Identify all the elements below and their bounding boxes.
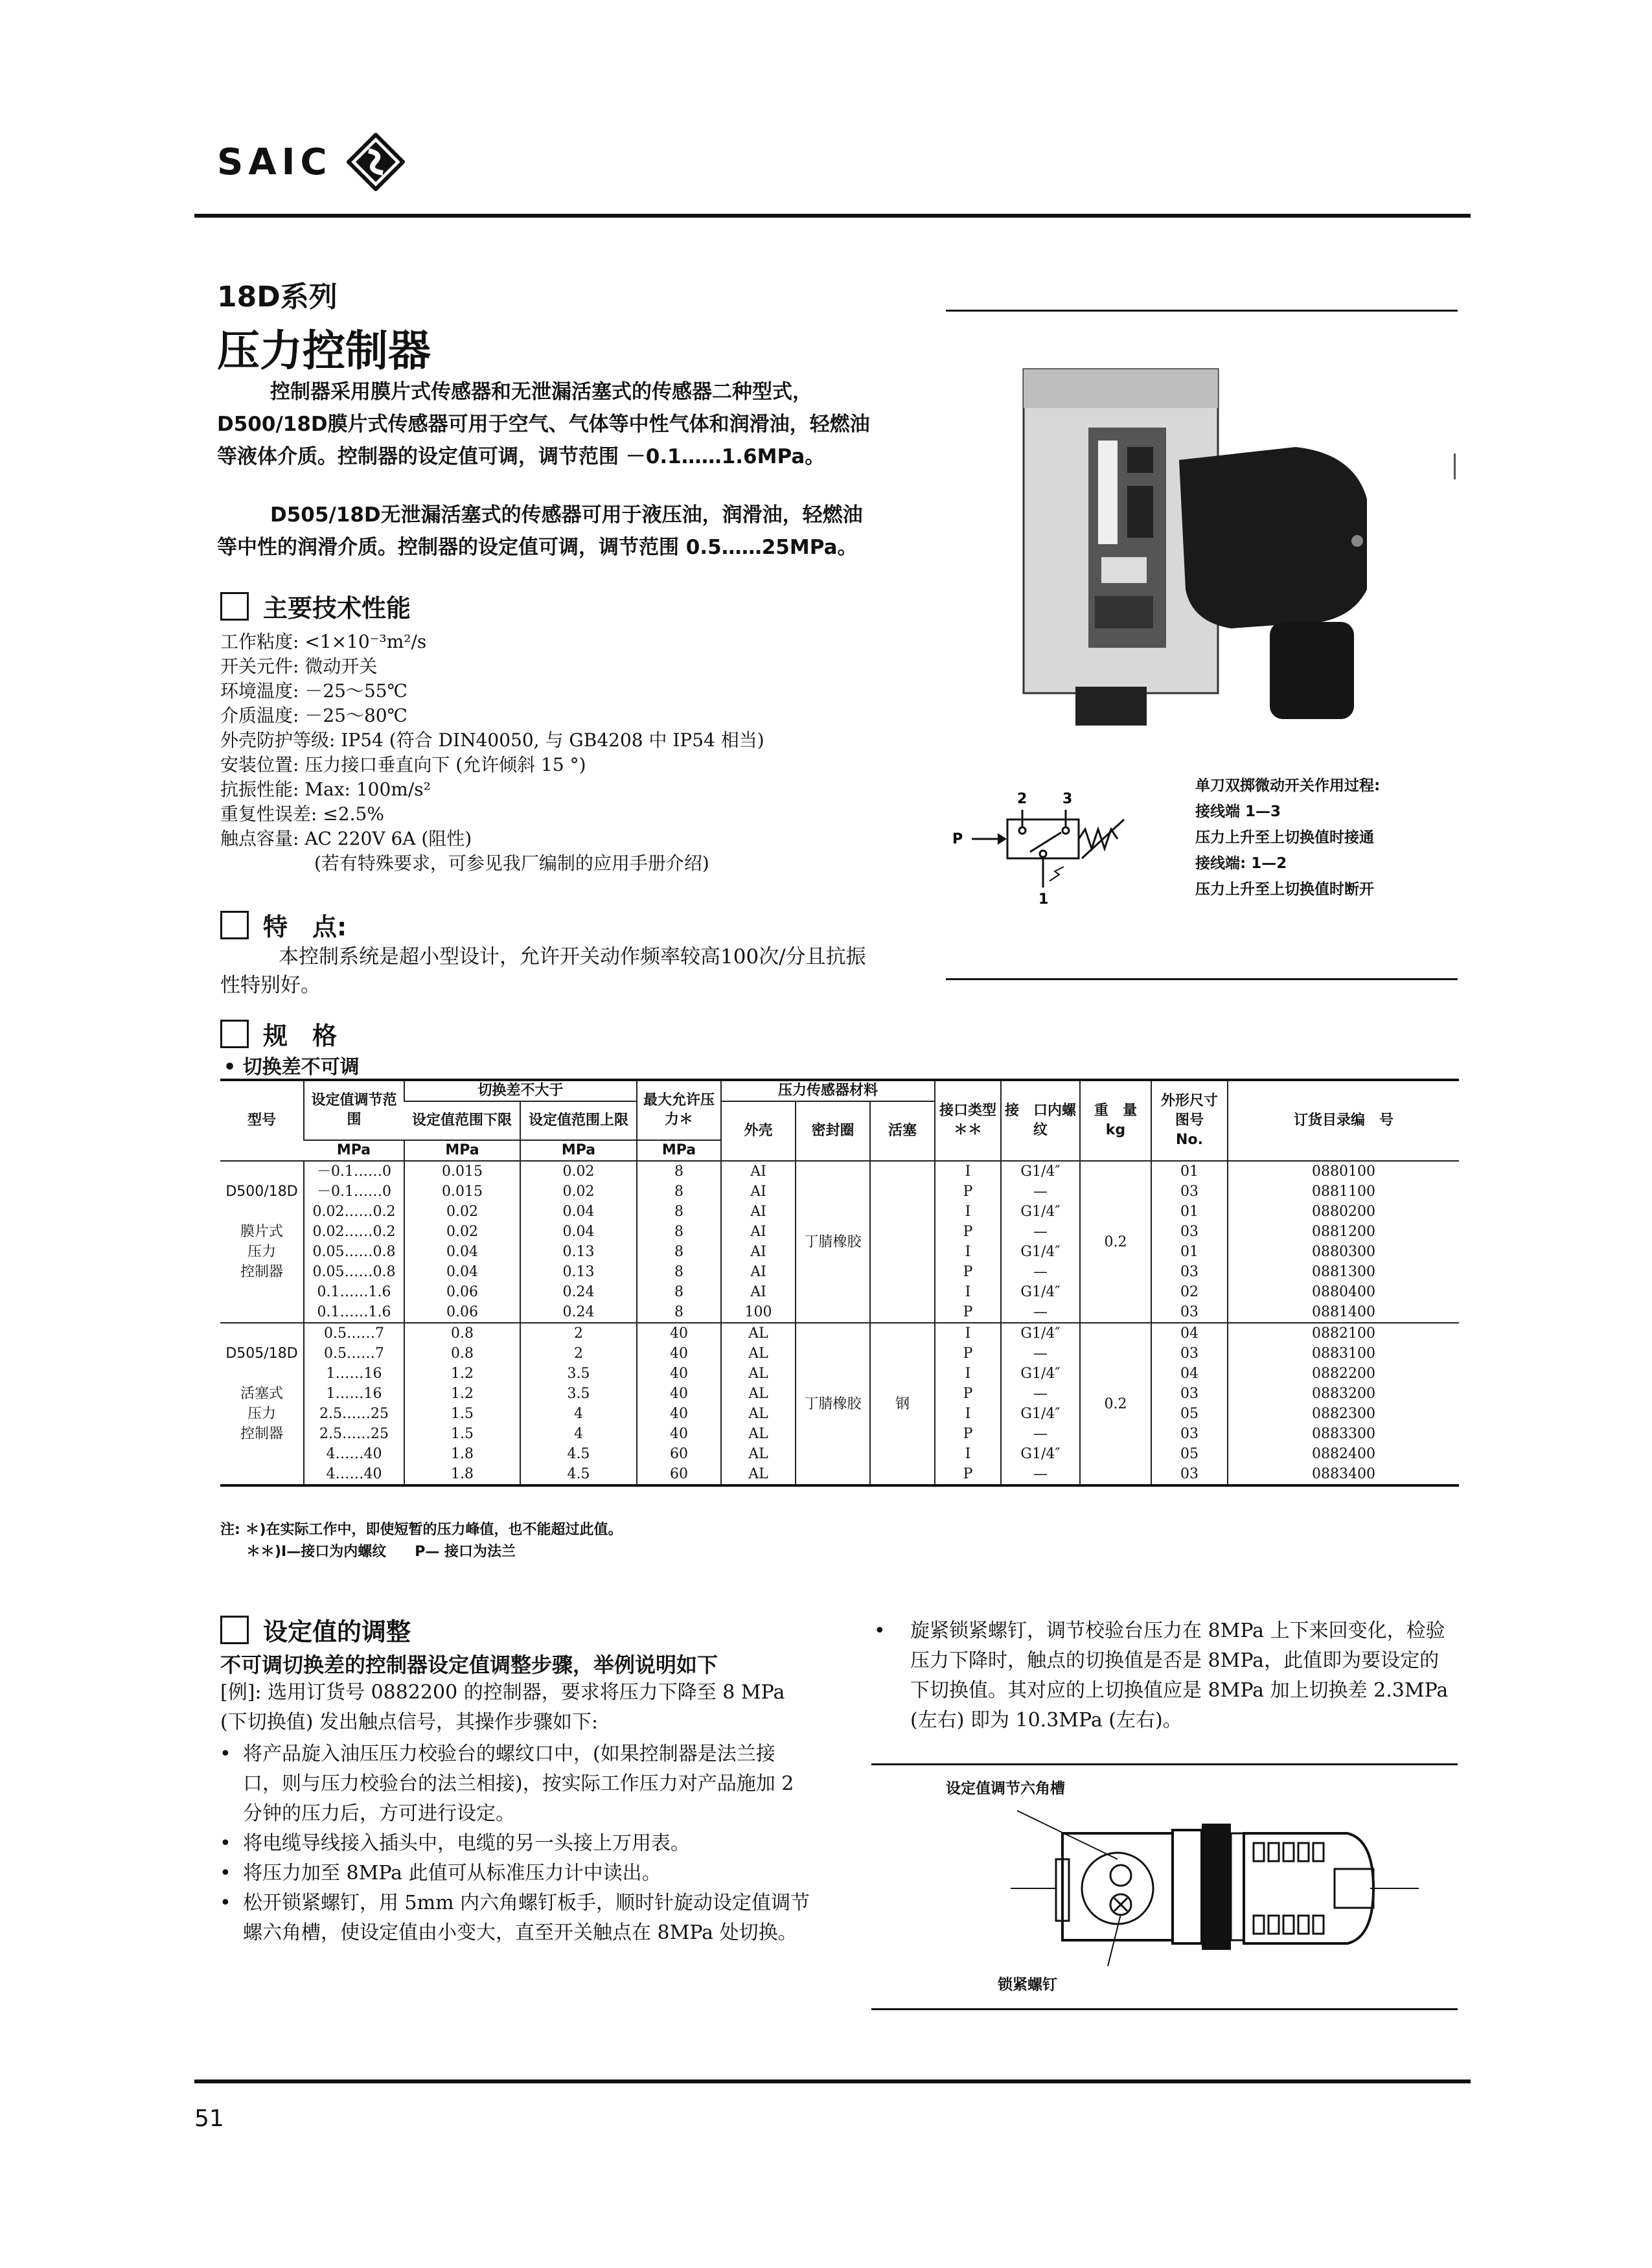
- setting-range-cell: 0.05……0.8: [304, 1242, 404, 1262]
- col-piston: 活塞: [870, 1101, 935, 1161]
- conn-type-cell: I: [935, 1161, 1001, 1182]
- conn-type-cell: I: [935, 1242, 1001, 1262]
- dim-cell: 05: [1151, 1444, 1228, 1464]
- photo-edge-mark: [1454, 453, 1456, 479]
- shell-cell: AL: [721, 1404, 796, 1424]
- col-weight-label: 重 量: [1094, 1103, 1137, 1119]
- piston-cell: [870, 1161, 935, 1323]
- max-pressure-cell: 8: [637, 1182, 721, 1202]
- figure-label-top: 设定值调节六角槽: [946, 1780, 1065, 1797]
- thread-cell: —: [1001, 1464, 1080, 1484]
- setting-range-cell: 4……40: [304, 1444, 404, 1464]
- diff-lower-cell: 1.2: [404, 1384, 520, 1404]
- setting-range-cell: 0.1……1.6: [304, 1302, 404, 1323]
- diff-lower-cell: 1.8: [404, 1444, 520, 1464]
- shell-cell: AL: [721, 1344, 796, 1364]
- dim-cell: 03: [1151, 1262, 1228, 1282]
- conn-type-cell: I: [935, 1282, 1001, 1302]
- max-pressure-cell: 8: [637, 1161, 721, 1182]
- spec-item: 重复性误差: ≤2.5%: [220, 803, 384, 825]
- table-notes: [220, 1519, 623, 1563]
- thread-cell: G1/4″: [1001, 1242, 1080, 1262]
- intro-paragraph-1: 控制器采用膜片式传感器和无泄漏活塞式的传感器二种型式，D500/18D膜片式传感器可用于空气、气体等中性气体和润滑油，轻燃油等液体介质。控制器的设定值可调，调节范围 －0.1……1.6MPa。: [217, 380, 870, 468]
- diff-upper-cell: 4.5: [520, 1464, 637, 1484]
- shell-cell: AL: [721, 1364, 796, 1384]
- shell-cell: AI: [721, 1202, 796, 1222]
- max-pressure-cell: 60: [637, 1464, 721, 1484]
- adjustment-step: • 松开锁紧螺钉，用 5mm 内六角螺钉板手，顺时针旋动设定值调节螺六角槽，使设定值由小变大，直至开关触点在 8MPa 处切换。: [217, 1888, 813, 1948]
- spec-item: 抗振性能: Max: 100m/s²: [220, 779, 431, 800]
- diff-upper-cell: 0.24: [520, 1302, 637, 1323]
- max-pressure-cell: 40: [637, 1424, 721, 1444]
- shell-cell: AI: [721, 1222, 796, 1242]
- switch-note: 单刀双掷微动开关作用过程:: [1195, 777, 1381, 794]
- max-pressure-cell: 40: [637, 1364, 721, 1384]
- dim-cell: 03: [1151, 1384, 1228, 1404]
- setting-range-cell: 2.5……25: [304, 1424, 404, 1444]
- conn-type-cell: P: [935, 1424, 1001, 1444]
- footer-rule: [194, 2079, 1471, 2083]
- shell-cell: AI: [721, 1262, 796, 1282]
- conn-type-cell: I: [935, 1364, 1001, 1384]
- col-model: 型号: [220, 1081, 304, 1161]
- dim-cell: 02: [1151, 1282, 1228, 1302]
- col-dim-no: No.: [1176, 1132, 1203, 1148]
- max-pressure-cell: 8: [637, 1262, 721, 1282]
- seal-cell: 丁腈橡胶: [796, 1161, 870, 1323]
- col-weight-unit: kg: [1105, 1122, 1126, 1138]
- thread-cell: G1/4″: [1001, 1161, 1080, 1182]
- spec-item: (若有特殊要求，可参见我厂编制的应用手册介绍): [314, 853, 709, 874]
- order-cell: 0883100: [1228, 1344, 1459, 1364]
- col-setting-unit: MPa: [304, 1140, 404, 1161]
- model-cell: 压力: [247, 1244, 276, 1260]
- switch-terminal-2-label: 2: [1017, 791, 1027, 807]
- adjustment-steps: [217, 1739, 813, 1948]
- table-row: [220, 1161, 1459, 1182]
- specs-heading: [220, 588, 411, 624]
- conn-type-cell: P: [935, 1464, 1001, 1484]
- model-cell: [220, 1302, 304, 1323]
- setting-range-cell: 4……40: [304, 1464, 404, 1484]
- order-cell: 0881300: [1228, 1262, 1459, 1282]
- dim-cell: 01: [1151, 1242, 1228, 1262]
- piston-cell: 钢: [870, 1323, 935, 1484]
- diff-lower-cell: 0.02: [404, 1222, 520, 1242]
- model-cell: 控制器: [240, 1264, 283, 1280]
- spec-item: 外壳防护等级: IP54 (符合 DIN40050, 与 GB4208 中 IP54 相当): [220, 729, 764, 751]
- features-heading: [220, 907, 347, 943]
- checkbox-square-icon: [220, 592, 249, 621]
- setting-range-cell: －0.1……0: [304, 1182, 404, 1202]
- dim-cell: 03: [1151, 1344, 1228, 1364]
- dim-cell: 03: [1151, 1222, 1228, 1242]
- col-max-pressure: 最大允许压力＊: [637, 1081, 721, 1140]
- diff-upper-cell: 0.24: [520, 1282, 637, 1302]
- max-pressure-cell: 8: [637, 1242, 721, 1262]
- setting-range-cell: 0.05……0.8: [304, 1262, 404, 1282]
- brand-name: SAIC: [217, 141, 332, 183]
- switch-note: 压力上升至上切换值时断开: [1195, 881, 1374, 898]
- setting-range-cell: 0.5……7: [304, 1344, 404, 1364]
- model-cell: [220, 1464, 304, 1484]
- model-cell: [220, 1364, 304, 1384]
- col-diff-unit: MPa: [404, 1140, 520, 1161]
- shell-cell: AI: [721, 1161, 796, 1182]
- setting-range-cell: 1……16: [304, 1364, 404, 1384]
- switch-diagram: [952, 784, 1147, 907]
- col-max-unit: MPa: [637, 1140, 721, 1161]
- diff-lower-cell: 1.5: [404, 1424, 520, 1444]
- dim-cell: 01: [1151, 1202, 1228, 1222]
- conn-type-cell: I: [935, 1202, 1001, 1222]
- thread-cell: —: [1001, 1344, 1080, 1364]
- switch-notes: [1195, 773, 1380, 902]
- diff-upper-cell: 2: [520, 1323, 637, 1344]
- setting-range-cell: 0.02……0.2: [304, 1202, 404, 1222]
- dim-cell: 03: [1151, 1464, 1228, 1484]
- setting-range-cell: 0.02……0.2: [304, 1222, 404, 1242]
- max-pressure-cell: 8: [637, 1202, 721, 1222]
- adjustment-step: • 将产品旋入油压压力校验台的螺纹口中，(如果控制器是法兰接口，则与压力校验台的法兰相接)，按实际工作压力对产品施加 2分钟的压力后，方可进行设定。: [217, 1739, 813, 1829]
- dim-cell: 03: [1151, 1302, 1228, 1323]
- shell-cell: AI: [721, 1242, 796, 1262]
- spec-item: 环境温度: －25～55℃: [220, 680, 407, 702]
- shell-cell: AI: [721, 1182, 796, 1202]
- pressure-controller-photo: [1017, 350, 1406, 739]
- page-title: 压力控制器: [217, 326, 431, 376]
- weight-cell: 0.2: [1080, 1323, 1151, 1484]
- model-cell: 膜片式: [240, 1224, 283, 1240]
- max-pressure-cell: 60: [637, 1444, 721, 1464]
- setting-range-cell: 1……16: [304, 1384, 404, 1404]
- thread-cell: G1/4″: [1001, 1404, 1080, 1424]
- diff-upper-cell: 0.13: [520, 1242, 637, 1262]
- conn-type-cell: I: [935, 1444, 1001, 1464]
- max-pressure-cell: 8: [637, 1282, 721, 1302]
- spec-table: [220, 1081, 1459, 1484]
- adjustment-right-steps: [871, 1616, 1458, 1735]
- diff-upper-cell: 4: [520, 1424, 637, 1444]
- diff-upper-cell: 0.02: [520, 1182, 637, 1202]
- adjustment-step: • 将电缆导线接入插头中，电缆的另一头接上万用表。: [217, 1829, 813, 1859]
- shell-cell: AL: [721, 1384, 796, 1404]
- table-row: [220, 1323, 1459, 1344]
- dim-cell: 04: [1151, 1323, 1228, 1344]
- weight-cell: 0.2: [1080, 1161, 1151, 1323]
- spec-table-heading: [220, 1016, 337, 1051]
- diff-lower-cell: 0.8: [404, 1323, 520, 1344]
- order-cell: 0882300: [1228, 1404, 1459, 1424]
- col-material-group: 压力传感器材料: [721, 1081, 935, 1101]
- col-diff-lower: 设定值范围下限: [404, 1101, 520, 1140]
- max-pressure-cell: 40: [637, 1344, 721, 1364]
- col-diff-unit: MPa: [520, 1140, 637, 1161]
- max-pressure-cell: 40: [637, 1404, 721, 1424]
- order-cell: 0882200: [1228, 1364, 1459, 1384]
- switch-note: 压力上升至上切换值时接通: [1195, 829, 1374, 846]
- diff-upper-cell: 0.02: [520, 1161, 637, 1182]
- diff-lower-cell: 0.015: [404, 1182, 520, 1202]
- order-cell: 0883200: [1228, 1384, 1459, 1404]
- diff-lower-cell: 0.04: [404, 1242, 520, 1262]
- thread-cell: —: [1001, 1384, 1080, 1404]
- checkbox-square-icon: [220, 1616, 249, 1644]
- order-cell: 0880100: [1228, 1161, 1459, 1182]
- adjustment-step: • 旋紧锁紧螺钉，调节校验台压力在 8MPa 上下来回变化，检验压力下降时，触点的切换值是否是 8MPa，此值即为要设定的下切换值。其对应的上切换值应是 8MPa 加上切换差 2.3MPa (左右) 即为 10.3MPa (左右)。: [871, 1616, 1458, 1735]
- diff-upper-cell: 4.5: [520, 1444, 637, 1464]
- diff-lower-cell: 0.04: [404, 1262, 520, 1282]
- order-cell: 0880400: [1228, 1282, 1459, 1302]
- figure-bottom-rule: [871, 2008, 1458, 2010]
- thread-cell: G1/4″: [1001, 1364, 1080, 1384]
- setting-range-cell: 0.5……7: [304, 1323, 404, 1344]
- shell-cell: AL: [721, 1323, 796, 1344]
- spec-item: 安装位置: 压力接口垂直向下 (允许倾斜 15 °): [220, 754, 586, 775]
- diff-lower-cell: 0.06: [404, 1282, 520, 1302]
- diff-lower-cell: 0.8: [404, 1344, 520, 1364]
- shell-cell: AL: [721, 1444, 796, 1464]
- col-conn-type-label: 接口类型: [939, 1103, 996, 1119]
- spec-item: 开关元件: 微动开关: [220, 656, 378, 677]
- col-diff-upper: 设定值范围上限: [520, 1101, 637, 1140]
- col-seal: 密封圈: [796, 1101, 870, 1161]
- max-pressure-cell: 40: [637, 1323, 721, 1344]
- diff-upper-cell: 4: [520, 1404, 637, 1424]
- order-cell: 0880200: [1228, 1202, 1459, 1222]
- spec-item: 工作粘度: <1×10⁻³m²/s: [220, 631, 427, 652]
- max-pressure-cell: 8: [637, 1222, 721, 1242]
- setting-range-cell: 0.1……1.6: [304, 1282, 404, 1302]
- thread-cell: —: [1001, 1424, 1080, 1444]
- table-note: 注: ＊)在实际工作中，即使短暂的压力峰值，也不能超过此值。: [220, 1522, 623, 1538]
- conn-type-cell: P: [935, 1222, 1001, 1242]
- conn-type-cell: P: [935, 1302, 1001, 1323]
- thread-cell: —: [1001, 1302, 1080, 1323]
- page-number: 51: [194, 2105, 224, 2132]
- specs-list: [220, 630, 907, 876]
- order-cell: 0882400: [1228, 1444, 1459, 1464]
- dim-cell: 05: [1151, 1404, 1228, 1424]
- model-cell: 控制器: [240, 1426, 283, 1442]
- features-text: 本控制系统是超小型设计，允许开关动作频率较高100次/分且抗振性特别好。: [220, 945, 866, 997]
- switch-terminal-3-label: 3: [1062, 791, 1073, 807]
- conn-type-cell: P: [935, 1182, 1001, 1202]
- specs-heading-label: 主要技术性能: [263, 594, 411, 623]
- thread-cell: G1/4″: [1001, 1444, 1080, 1464]
- model-cell: [220, 1444, 304, 1464]
- shell-cell: AI: [721, 1282, 796, 1302]
- col-order: 订货目录编 号: [1228, 1081, 1459, 1161]
- switch-pressure-label: P: [952, 831, 963, 847]
- switch-terminal-1-label: 1: [1038, 891, 1049, 907]
- max-pressure-cell: 40: [637, 1384, 721, 1404]
- saic-logo-icon: [347, 133, 405, 191]
- spec-table-subheading: • 切换差不可调: [224, 1056, 360, 1079]
- intro-paragraph-2: D505/18D无泄漏活塞式的传感器可用于液压油，润滑油，轻燃油等中性的润滑介质。控制器的设定值可调，调节范围 0.5……25MPa。: [217, 503, 863, 559]
- diff-upper-cell: 3.5: [520, 1384, 637, 1404]
- spec-table-body: [220, 1161, 1459, 1484]
- col-setting-range: 设定值调节范 围: [304, 1081, 404, 1140]
- model-cell: D505/18D: [225, 1346, 298, 1362]
- model-cell: [220, 1161, 304, 1182]
- order-cell: 0883400: [1228, 1464, 1459, 1484]
- adjustment-example: [例]: 选用订货号 0882200 的控制器，要求将压力下降至 8 MPa (下切换值) 发出触点信号，其操作步骤如下:: [220, 1681, 785, 1734]
- brand-logo: [217, 133, 405, 191]
- conn-type-cell: P: [935, 1262, 1001, 1282]
- spec-item: 触点容量: AC 220V 6A (阻性): [220, 828, 472, 849]
- switch-note: 接线端: 1—2: [1195, 855, 1287, 872]
- col-diff-group: 切换差不大于: [404, 1081, 637, 1101]
- thread-cell: G1/4″: [1001, 1282, 1080, 1302]
- diff-upper-cell: 3.5: [520, 1364, 637, 1384]
- diff-upper-cell: 0.04: [520, 1222, 637, 1242]
- table-note: ＊＊)I—接口为内螺纹 P— 接口为法兰: [246, 1544, 516, 1560]
- dim-cell: 03: [1151, 1182, 1228, 1202]
- shell-cell: 100: [721, 1302, 796, 1323]
- col-conn-type-note: ＊＊: [953, 1122, 982, 1138]
- order-cell: 0883300: [1228, 1424, 1459, 1444]
- adjustment-figure: [1011, 1807, 1425, 1969]
- col-thread: 接 口内螺纹: [1001, 1081, 1080, 1161]
- header-rule: [194, 214, 1471, 218]
- col-dim: [1151, 1081, 1228, 1161]
- features-heading-label: 特 点:: [263, 913, 347, 941]
- switch-note: 接线端 1—3: [1195, 803, 1281, 820]
- checkbox-square-icon: [220, 1020, 249, 1048]
- adjustment-subheading: 不可调切换差的控制器设定值调整步骤，举例说明如下: [220, 1653, 718, 1677]
- diff-lower-cell: 1.5: [404, 1404, 520, 1424]
- col-conn-type: [935, 1081, 1001, 1161]
- thread-cell: G1/4″: [1001, 1323, 1080, 1344]
- diff-lower-cell: 0.015: [404, 1161, 520, 1182]
- spec-item: 介质温度: －25～80℃: [220, 705, 407, 726]
- model-cell: D500/18D: [225, 1184, 298, 1200]
- switch-bottom-rule: [946, 978, 1458, 980]
- setting-range-cell: －0.1……0: [304, 1161, 404, 1182]
- dim-cell: 03: [1151, 1424, 1228, 1444]
- figure-top-rule: [871, 1763, 1458, 1765]
- dim-cell: 01: [1151, 1161, 1228, 1182]
- thread-cell: G1/4″: [1001, 1202, 1080, 1222]
- diff-upper-cell: 0.04: [520, 1202, 637, 1222]
- order-cell: 0881200: [1228, 1222, 1459, 1242]
- setting-range-cell: 2.5……25: [304, 1404, 404, 1424]
- order-cell: 0880300: [1228, 1242, 1459, 1262]
- spec-table-wrapper: [220, 1079, 1459, 1487]
- model-cell: 活塞式: [240, 1386, 283, 1402]
- model-cell: [220, 1282, 304, 1302]
- model-cell: [220, 1202, 304, 1222]
- shell-cell: AL: [721, 1424, 796, 1444]
- col-dim-label: 外形尺寸图号: [1160, 1093, 1218, 1128]
- conn-type-cell: P: [935, 1344, 1001, 1364]
- spec-table-heading-label: 规 格: [263, 1022, 338, 1050]
- conn-type-cell: I: [935, 1404, 1001, 1424]
- model-cell: [220, 1323, 304, 1344]
- diff-lower-cell: 0.06: [404, 1302, 520, 1323]
- adjustment-step: • 将压力加至 8MPa 此值可从标准压力计中读出。: [217, 1859, 813, 1888]
- diff-lower-cell: 1.2: [404, 1364, 520, 1384]
- diff-upper-cell: 0.13: [520, 1262, 637, 1282]
- model-cell: 压力: [247, 1406, 276, 1422]
- adjustment-heading: [220, 1612, 411, 1647]
- conn-type-cell: P: [935, 1384, 1001, 1404]
- conn-type-cell: I: [935, 1323, 1001, 1344]
- adjustment-heading-label: 设定值的调整: [263, 1618, 411, 1646]
- dim-cell: 04: [1151, 1364, 1228, 1384]
- seal-cell: 丁腈橡胶: [796, 1323, 870, 1484]
- order-cell: 0882100: [1228, 1323, 1459, 1344]
- photo-top-rule: [946, 310, 1458, 312]
- max-pressure-cell: 8: [637, 1302, 721, 1323]
- order-cell: 0881100: [1228, 1182, 1459, 1202]
- thread-cell: —: [1001, 1262, 1080, 1282]
- shell-cell: AL: [721, 1464, 796, 1484]
- figure-label-bottom: 锁紧螺钉: [998, 1976, 1057, 1993]
- series-title: 18D系列: [217, 281, 338, 314]
- col-shell: 外壳: [721, 1101, 796, 1161]
- thread-cell: —: [1001, 1182, 1080, 1202]
- col-weight: [1080, 1081, 1151, 1161]
- checkbox-square-icon: [220, 911, 249, 939]
- diff-upper-cell: 2: [520, 1344, 637, 1364]
- order-cell: 0881400: [1228, 1302, 1459, 1323]
- thread-cell: —: [1001, 1222, 1080, 1242]
- diff-lower-cell: 1.8: [404, 1464, 520, 1484]
- diff-lower-cell: 0.02: [404, 1202, 520, 1222]
